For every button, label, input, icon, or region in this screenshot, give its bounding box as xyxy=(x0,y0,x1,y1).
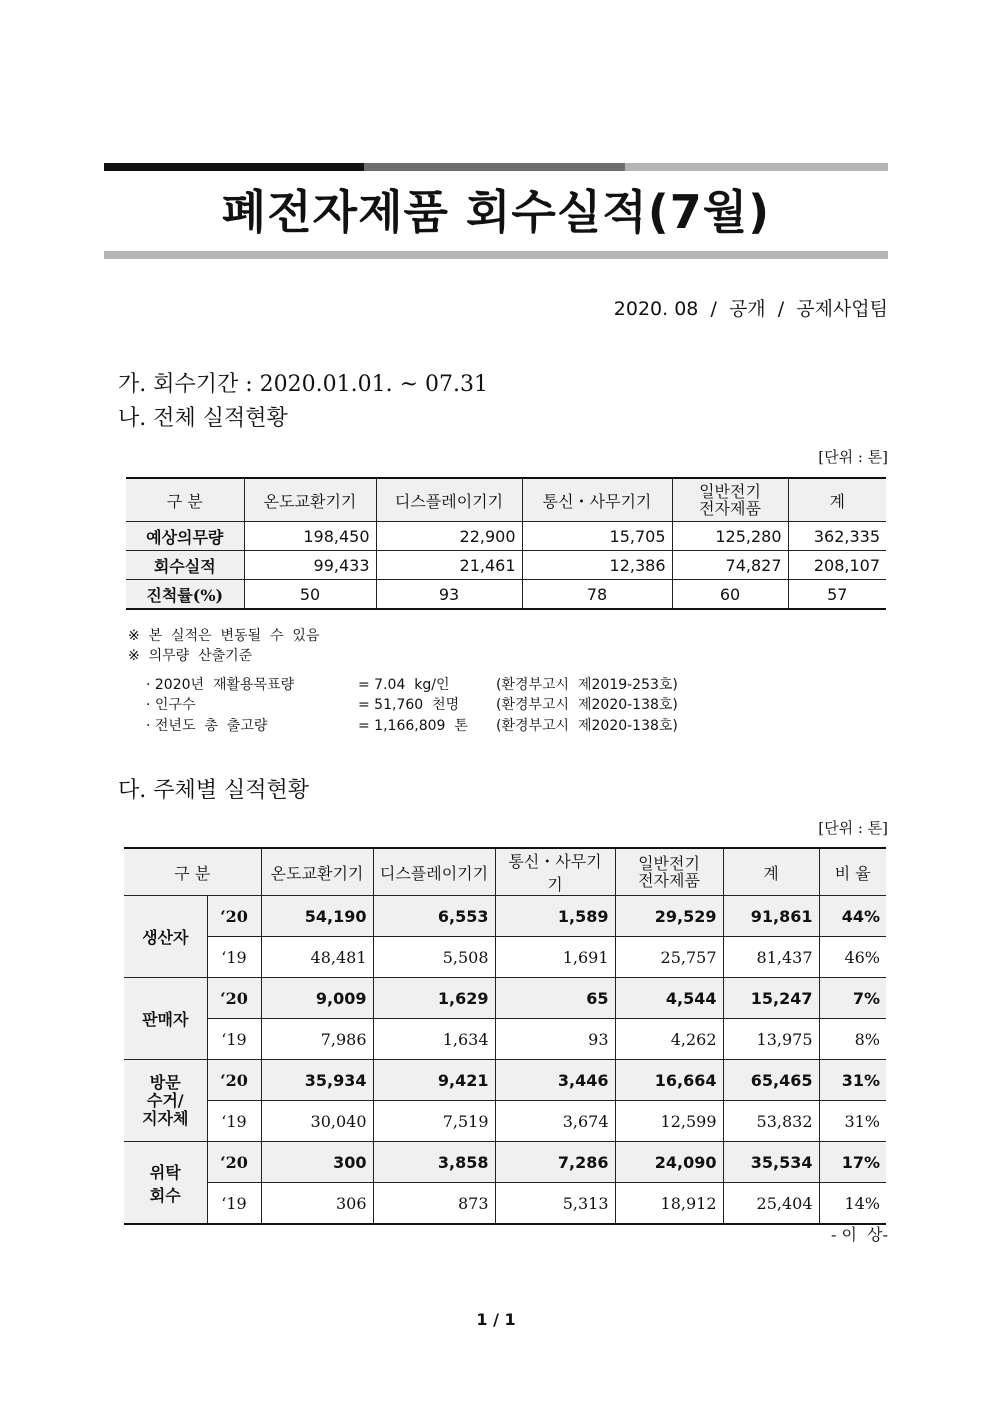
table-cell: 6,553 xyxy=(373,896,495,937)
year-cell: ‘19 xyxy=(207,1101,261,1142)
doc-meta: 2020. 08 / 공개 / 공제사업팀 xyxy=(613,298,888,320)
row-label: 예상의무량 xyxy=(126,522,244,551)
calc-ref: (환경부고시 제2019-253호) xyxy=(496,677,678,693)
table-cell: 5,508 xyxy=(373,937,495,978)
table-row xyxy=(124,978,886,1019)
table-cell: 306 xyxy=(261,1183,373,1225)
section-overall-title: 나. 전체 실적현황 xyxy=(118,406,288,431)
table-row xyxy=(124,1060,886,1101)
calc-value: = 1,166,809 톤 xyxy=(358,718,468,734)
table-cell: 1,589 xyxy=(495,896,615,937)
table-cell: 54,190 xyxy=(261,896,373,937)
header-general-electronics: 일반전기 전자제품 xyxy=(615,848,723,896)
year-cell: ‘20 xyxy=(207,1142,261,1183)
table-cell: 362,335 xyxy=(788,522,886,551)
table-cell: 3,674 xyxy=(495,1101,615,1142)
table-cell: 125,280 xyxy=(672,522,788,551)
table-header-row xyxy=(124,848,886,896)
table-cell: 7,286 xyxy=(495,1142,615,1183)
table-cell: 12,599 xyxy=(615,1101,723,1142)
group-label: 방문 수거/ 지자체 xyxy=(124,1060,207,1142)
end-mark: - 이 상- xyxy=(831,1225,888,1244)
group-label: 판매자 xyxy=(124,978,207,1060)
table-cell: 25,757 xyxy=(615,937,723,978)
table-row xyxy=(124,896,886,937)
header-category: 구 분 xyxy=(126,478,244,522)
table-row xyxy=(126,551,886,580)
table-cell: 1,629 xyxy=(373,978,495,1019)
table-cell: 74,827 xyxy=(672,551,788,580)
table-cell: 7% xyxy=(819,978,886,1019)
row-label: 회수실적 xyxy=(126,551,244,580)
header-ratio: 비 율 xyxy=(819,848,886,896)
table-row xyxy=(124,937,886,978)
table-cell: 31% xyxy=(819,1060,886,1101)
note-variable: ※ 본 실적은 변동될 수 있음 xyxy=(128,628,320,644)
title-bar-dark xyxy=(104,163,364,171)
header-display: 디스플레이기기 xyxy=(376,478,522,522)
calc-item: · 인구수 xyxy=(146,697,196,713)
section-collection-period: 가. 회수기간 : 2020.01.01. ~ 07.31 xyxy=(118,372,489,397)
page-number: 1 / 1 xyxy=(476,1310,516,1329)
table-row xyxy=(124,1019,886,1060)
table-cell: 198,450 xyxy=(244,522,376,551)
table-cell: 93 xyxy=(376,580,522,610)
table-cell: 93 xyxy=(495,1019,615,1060)
table-cell: 5,313 xyxy=(495,1183,615,1225)
title-underline-bar xyxy=(104,251,888,259)
year-cell: ‘20 xyxy=(207,978,261,1019)
table-cell: 208,107 xyxy=(788,551,886,580)
calc-value: = 51,760 천명 xyxy=(358,697,460,713)
table-cell: 30,040 xyxy=(261,1101,373,1142)
table-row xyxy=(124,1142,886,1183)
unit-label: [단위 : 톤] xyxy=(818,819,888,837)
calc-ref: (환경부고시 제2020-138호) xyxy=(496,697,678,713)
table-cell: 35,534 xyxy=(723,1142,819,1183)
table-cell: 300 xyxy=(261,1142,373,1183)
group-label: 생산자 xyxy=(124,896,207,978)
table-cell: 35,934 xyxy=(261,1060,373,1101)
header-general-electronics: 일반전기 전자제품 xyxy=(672,478,788,522)
table-cell: 99,433 xyxy=(244,551,376,580)
year-cell: ‘19 xyxy=(207,1183,261,1225)
header-temp-exchange: 온도교환기기 xyxy=(244,478,376,522)
table-cell: 53,832 xyxy=(723,1101,819,1142)
group-label: 위탁 회수 xyxy=(124,1142,207,1225)
header-total: 계 xyxy=(723,848,819,896)
table-cell: 1,691 xyxy=(495,937,615,978)
header-temp-exchange: 온도교환기기 xyxy=(261,848,373,896)
table-cell: 873 xyxy=(373,1183,495,1225)
table-cell: 13,975 xyxy=(723,1019,819,1060)
by-entity-results-table xyxy=(124,847,886,1225)
table-cell: 50 xyxy=(244,580,376,610)
table-cell: 7,519 xyxy=(373,1101,495,1142)
header-category: 구 분 xyxy=(124,848,261,896)
section-by-entity-title: 다. 주체별 실적현황 xyxy=(118,778,309,803)
calc-value: = 7.04 kg/인 xyxy=(358,677,450,693)
table-cell: 91,861 xyxy=(723,896,819,937)
table-cell: 60 xyxy=(672,580,788,610)
table-cell: 18,912 xyxy=(615,1183,723,1225)
table-cell: 78 xyxy=(522,580,672,610)
table-row xyxy=(126,580,886,610)
table-cell: 17% xyxy=(819,1142,886,1183)
table-cell: 12,386 xyxy=(522,551,672,580)
table-cell: 24,090 xyxy=(615,1142,723,1183)
table-cell: 65,465 xyxy=(723,1060,819,1101)
table-cell: 4,262 xyxy=(615,1019,723,1060)
table-cell: 16,664 xyxy=(615,1060,723,1101)
year-cell: ‘19 xyxy=(207,937,261,978)
table-cell: 15,705 xyxy=(522,522,672,551)
header-display: 디스플레이기기 xyxy=(373,848,495,896)
table-cell: 14% xyxy=(819,1183,886,1225)
table-cell: 65 xyxy=(495,978,615,1019)
header-telecom-office: 통신・사무기기 xyxy=(495,848,615,896)
table-cell: 9,421 xyxy=(373,1060,495,1101)
overall-results-table xyxy=(126,477,886,610)
table-cell: 4,544 xyxy=(615,978,723,1019)
year-cell: ‘20 xyxy=(207,896,261,937)
unit-label: [단위 : 톤] xyxy=(818,448,888,466)
table-cell: 22,900 xyxy=(376,522,522,551)
title-bar-light xyxy=(625,163,888,171)
title-bar-mid xyxy=(364,163,625,171)
table-cell: 21,461 xyxy=(376,551,522,580)
table-cell: 8% xyxy=(819,1019,886,1060)
year-cell: ‘19 xyxy=(207,1019,261,1060)
table-cell: 48,481 xyxy=(261,937,373,978)
table-cell: 7,986 xyxy=(261,1019,373,1060)
row-label: 진척률(%) xyxy=(126,580,244,610)
page-title: 폐전자제품 회수실적(7월) xyxy=(221,185,771,239)
table-cell: 46% xyxy=(819,937,886,978)
table-cell: 31% xyxy=(819,1101,886,1142)
table-cell: 3,446 xyxy=(495,1060,615,1101)
table-header-row xyxy=(126,478,886,522)
table-row xyxy=(124,1183,886,1225)
table-cell: 1,634 xyxy=(373,1019,495,1060)
table-cell: 29,529 xyxy=(615,896,723,937)
table-cell: 44% xyxy=(819,896,886,937)
table-cell: 15,247 xyxy=(723,978,819,1019)
table-cell: 81,437 xyxy=(723,937,819,978)
table-cell: 57 xyxy=(788,580,886,610)
table-cell: 9,009 xyxy=(261,978,373,1019)
calc-item: · 2020년 재활용목표량 xyxy=(146,677,295,693)
calc-item: · 전년도 총 출고량 xyxy=(146,718,268,734)
table-cell: 3,858 xyxy=(373,1142,495,1183)
table-row xyxy=(126,522,886,551)
table-row xyxy=(124,1101,886,1142)
note-basis: ※ 의무량 산출기준 xyxy=(128,648,253,664)
table-cell: 25,404 xyxy=(723,1183,819,1225)
calc-ref: (환경부고시 제2020-138호) xyxy=(496,718,678,734)
year-cell: ‘20 xyxy=(207,1060,261,1101)
header-total: 계 xyxy=(788,478,886,522)
header-telecom-office: 통신・사무기기 xyxy=(522,478,672,522)
